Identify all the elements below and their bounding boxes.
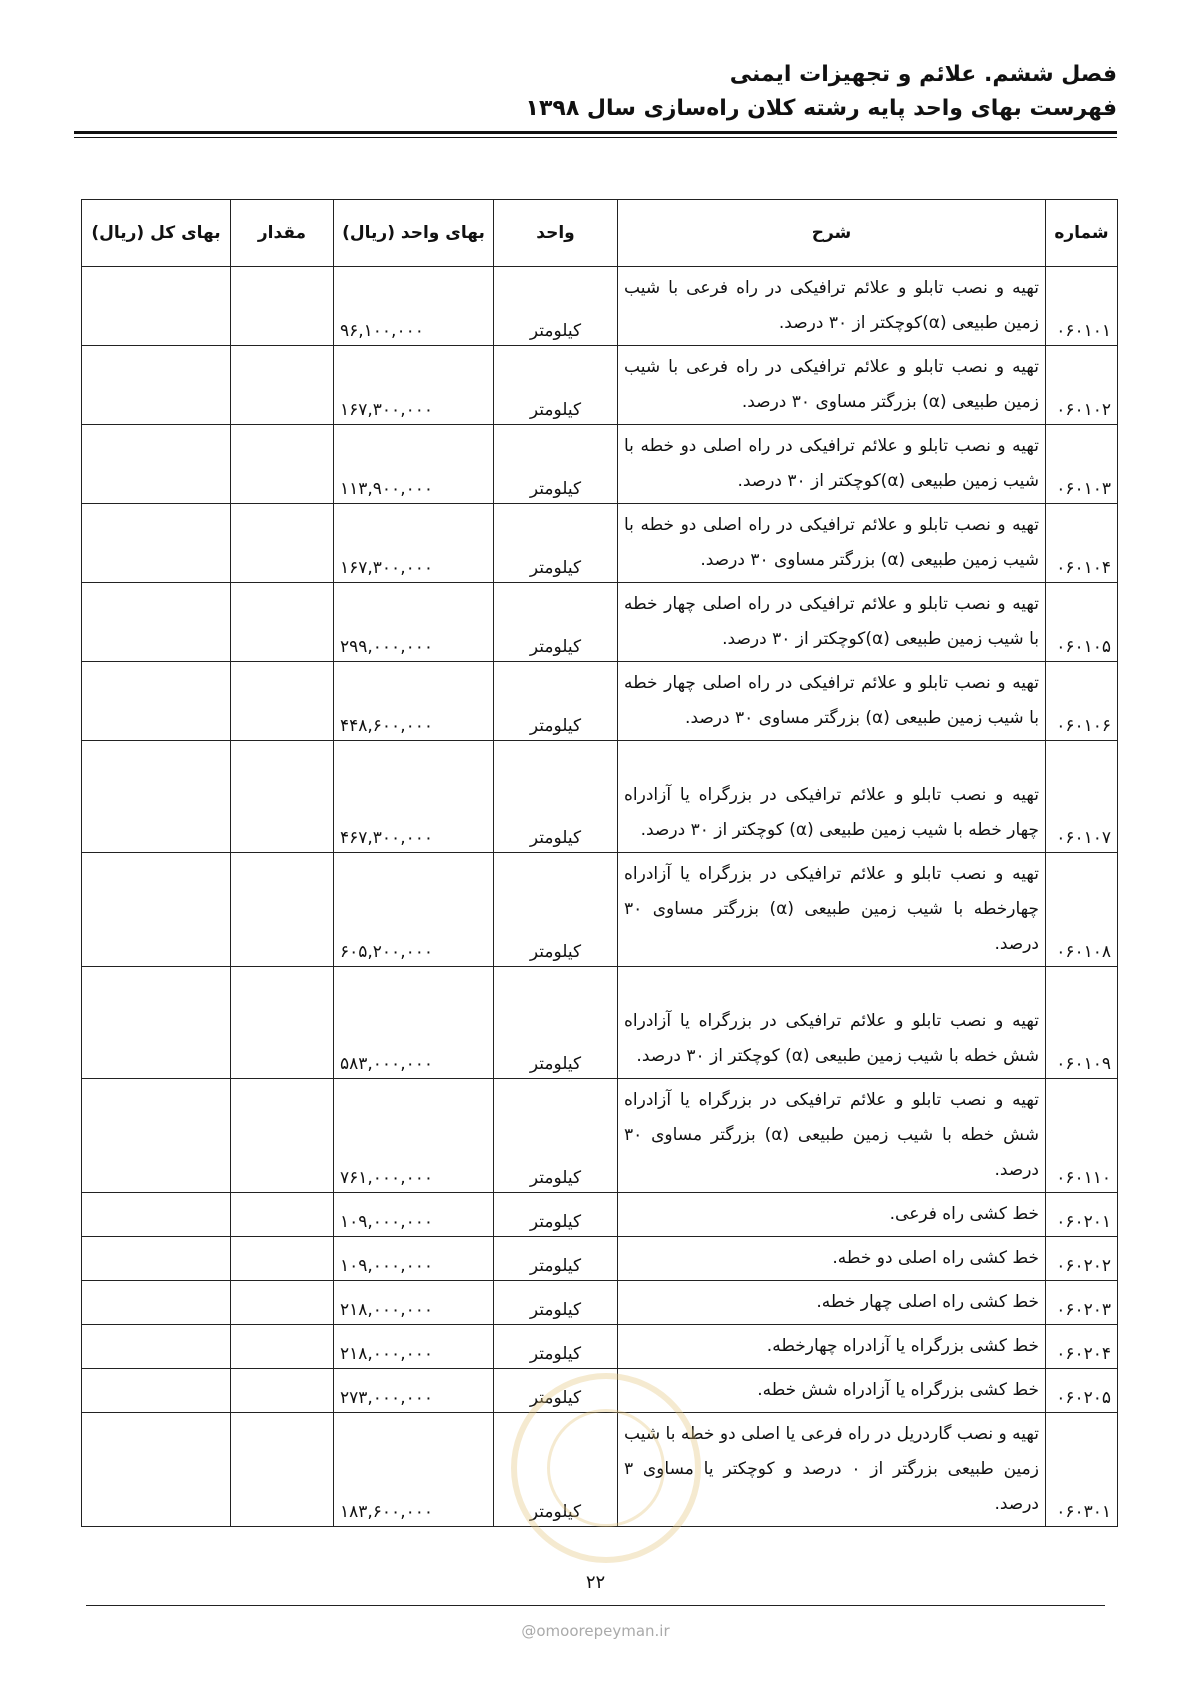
item-unit: کیلومتر: [494, 1079, 618, 1193]
item-unit-price: ۴۶۷,۳۰۰,۰۰۰: [334, 741, 494, 853]
item-total-price: [82, 583, 231, 662]
item-quantity: [231, 1079, 334, 1193]
item-unit: کیلومتر: [494, 1369, 618, 1413]
item-total-price: [82, 1079, 231, 1193]
item-description: خط کشی راه فرعی.: [618, 1193, 1046, 1237]
item-description: خط کشی بزرگراه یا آزادراه چهارخطه.: [618, 1325, 1046, 1369]
item-unit: کیلومتر: [494, 967, 618, 1079]
footer-rule: [86, 1605, 1105, 1606]
column-header-unit-price: بهای واحد (ریال): [334, 200, 494, 267]
price-list-table: [81, 199, 1118, 1527]
item-quantity: [231, 1325, 334, 1369]
item-number: ۰۶۰۲۰۱: [1046, 1193, 1118, 1237]
item-unit: کیلومتر: [494, 853, 618, 967]
item-unit-price: ۲۱۸,۰۰۰,۰۰۰: [334, 1325, 494, 1369]
item-unit-price: ۶۰۵,۲۰۰,۰۰۰: [334, 853, 494, 967]
header-rule-thin: [74, 137, 1117, 138]
table-row: [82, 1079, 1118, 1193]
item-total-price: [82, 1193, 231, 1237]
table-row: [82, 1237, 1118, 1281]
item-total-price: [82, 1413, 231, 1527]
item-total-price: [82, 1325, 231, 1369]
table-row: [82, 583, 1118, 662]
item-description: تهیه و نصب تابلو و علائم ترافیکی در بزرگراه یا آزادراه چهار خطه با شیب زمین طبیعی (α) کوچکتر از ۳۰ درصد.: [618, 741, 1046, 853]
item-quantity: [231, 967, 334, 1079]
item-quantity: [231, 741, 334, 853]
item-quantity: [231, 1413, 334, 1527]
item-total-price: [82, 1369, 231, 1413]
item-unit: کیلومتر: [494, 346, 618, 425]
column-header-quantity: مقدار: [231, 200, 334, 267]
table-row: [82, 741, 1118, 853]
item-unit: کیلومتر: [494, 267, 618, 346]
item-number: ۰۶۰۱۰۹: [1046, 967, 1118, 1079]
item-number: ۰۶۰۱۰۳: [1046, 425, 1118, 504]
item-quantity: [231, 504, 334, 583]
table-header-row: [82, 200, 1118, 267]
item-total-price: [82, 853, 231, 967]
item-total-price: [82, 741, 231, 853]
item-unit: کیلومتر: [494, 1237, 618, 1281]
item-unit-price: ۱۰۹,۰۰۰,۰۰۰: [334, 1237, 494, 1281]
item-number: ۰۶۰۱۰۶: [1046, 662, 1118, 741]
item-unit: کیلومتر: [494, 583, 618, 662]
table-row: [82, 853, 1118, 967]
item-description: خط کشی راه اصلی دو خطه.: [618, 1237, 1046, 1281]
item-number: ۰۶۰۳۰۱: [1046, 1413, 1118, 1527]
column-header-number: شماره: [1046, 200, 1118, 267]
item-total-price: [82, 504, 231, 583]
item-quantity: [231, 853, 334, 967]
item-unit-price: ۱۸۳,۶۰۰,۰۰۰: [334, 1413, 494, 1527]
table-row: [82, 1193, 1118, 1237]
item-unit-price: ۷۶۱,۰۰۰,۰۰۰: [334, 1079, 494, 1193]
item-unit: کیلومتر: [494, 1193, 618, 1237]
header-rule-thick: [74, 131, 1117, 134]
item-number: ۰۶۰۱۰۴: [1046, 504, 1118, 583]
item-description: تهیه و نصب تابلو و علائم ترافیکی در راه فرعی با شیب زمین طبیعی (α)کوچکتر از ۳۰ درصد.: [618, 267, 1046, 346]
item-unit-price: ۴۴۸,۶۰۰,۰۰۰: [334, 662, 494, 741]
item-total-price: [82, 1281, 231, 1325]
item-quantity: [231, 583, 334, 662]
item-unit-price: ۱۶۷,۳۰۰,۰۰۰: [334, 504, 494, 583]
item-description: تهیه و نصب تابلو و علائم ترافیکی در بزرگراه یا آزادراه شش خطه با شیب زمین طبیعی (α) کوچکتر از ۳۰ درصد.: [618, 967, 1046, 1079]
item-number: ۰۶۰۱۰۱: [1046, 267, 1118, 346]
item-description: تهیه و نصب تابلو و علائم ترافیکی در راه فرعی با شیب زمین طبیعی (α) بزرگتر مساوی ۳۰ درصد.: [618, 346, 1046, 425]
table-row: [82, 504, 1118, 583]
item-unit-price: ۲۹۹,۰۰۰,۰۰۰: [334, 583, 494, 662]
item-number: ۰۶۰۱۰۵: [1046, 583, 1118, 662]
page-number: ۲۲: [585, 1572, 606, 1593]
item-number: ۰۶۰۱۰۷: [1046, 741, 1118, 853]
item-unit: کیلومتر: [494, 1281, 618, 1325]
item-unit-price: ۱۶۷,۳۰۰,۰۰۰: [334, 346, 494, 425]
item-number: ۰۶۰۱۰۲: [1046, 346, 1118, 425]
column-header-total-price: بهای کل (ریال): [82, 200, 231, 267]
item-description: تهیه و نصب تابلو و علائم ترافیکی در راه اصلی دو خطه با شیب زمین طبیعی (α) بزرگتر مساوی ۳۰ درصد.: [618, 504, 1046, 583]
item-unit: کیلومتر: [494, 741, 618, 853]
item-description: تهیه و نصب تابلو و علائم ترافیکی در راه اصلی چهار خطه با شیب زمین طبیعی (α) بزرگتر مساوی ۳۰ درصد.: [618, 662, 1046, 741]
item-number: ۰۶۰۲۰۵: [1046, 1369, 1118, 1413]
item-unit-price: ۲۱۸,۰۰۰,۰۰۰: [334, 1281, 494, 1325]
item-unit: کیلومتر: [494, 1413, 618, 1527]
item-unit: کیلومتر: [494, 425, 618, 504]
item-unit-price: ۹۶,۱۰۰,۰۰۰: [334, 267, 494, 346]
item-number: ۰۶۰۲۰۴: [1046, 1325, 1118, 1369]
item-quantity: [231, 1193, 334, 1237]
column-header-unit: واحد: [494, 200, 618, 267]
item-quantity: [231, 1369, 334, 1413]
table-row: [82, 1281, 1118, 1325]
item-description: تهیه و نصب تابلو و علائم ترافیکی در راه اصلی چهار خطه با شیب زمین طبیعی (α)کوچکتر از ۳۰ درصد.: [618, 583, 1046, 662]
item-total-price: [82, 1237, 231, 1281]
item-quantity: [231, 662, 334, 741]
table-row: [82, 967, 1118, 1079]
item-description: خط کشی راه اصلی چهار خطه.: [618, 1281, 1046, 1325]
table-row: [82, 346, 1118, 425]
item-total-price: [82, 662, 231, 741]
item-number: ۰۶۰۲۰۳: [1046, 1281, 1118, 1325]
footer-website: @omoorepeyman.ir: [521, 1622, 670, 1640]
item-number: ۰۶۰۱۰۸: [1046, 853, 1118, 967]
item-description: تهیه و نصب تابلو و علائم ترافیکی در راه اصلی دو خطه با شیب زمین طبیعی (α)کوچکتر از ۳۰ درصد.: [618, 425, 1046, 504]
item-description: تهیه و نصب گاردریل در راه فرعی یا اصلی دو خطه با شیب زمین طبیعی بزرگتر از ۰ درصد و کوچکتر یا مساوی ۳ درصد.: [618, 1413, 1046, 1527]
item-number: ۰۶۰۱۱۰: [1046, 1079, 1118, 1193]
item-description: تهیه و نصب تابلو و علائم ترافیکی در بزرگراه یا آزادراه شش خطه با شیب زمین طبیعی (α) بزرگتر مساوی ۳۰ درصد.: [618, 1079, 1046, 1193]
item-total-price: [82, 967, 231, 1079]
item-description: خط کشی بزرگراه یا آزادراه شش خطه.: [618, 1369, 1046, 1413]
item-quantity: [231, 267, 334, 346]
item-quantity: [231, 346, 334, 425]
table-row: [82, 425, 1118, 504]
table-row: [82, 1413, 1118, 1527]
document-title: فهرست بهای واحد پایه رشته کلان راه‌سازی سال ۱۳۹۸: [525, 96, 1117, 121]
chapter-title: فصل ششم. علائم و تجهیزات ایمنی: [729, 62, 1117, 87]
item-unit: کیلومتر: [494, 1325, 618, 1369]
item-description: تهیه و نصب تابلو و علائم ترافیکی در بزرگراه یا آزادراه چهارخطه با شیب زمین طبیعی (α) بزرگتر مساوی ۳۰ درصد.: [618, 853, 1046, 967]
item-unit-price: ۱۰۹,۰۰۰,۰۰۰: [334, 1193, 494, 1237]
item-unit-price: ۵۸۳,۰۰۰,۰۰۰: [334, 967, 494, 1079]
item-quantity: [231, 1281, 334, 1325]
item-total-price: [82, 425, 231, 504]
item-total-price: [82, 346, 231, 425]
item-quantity: [231, 425, 334, 504]
item-total-price: [82, 267, 231, 346]
item-quantity: [231, 1237, 334, 1281]
item-unit: کیلومتر: [494, 504, 618, 583]
table-row: [82, 1325, 1118, 1369]
item-unit-price: ۲۷۳,۰۰۰,۰۰۰: [334, 1369, 494, 1413]
item-number: ۰۶۰۲۰۲: [1046, 1237, 1118, 1281]
column-header-description: شرح: [618, 200, 1046, 267]
table-row: [82, 1369, 1118, 1413]
item-unit: کیلومتر: [494, 662, 618, 741]
item-unit-price: ۱۱۳,۹۰۰,۰۰۰: [334, 425, 494, 504]
page-header: [74, 58, 1117, 126]
table-row: [82, 662, 1118, 741]
table-row: [82, 267, 1118, 346]
